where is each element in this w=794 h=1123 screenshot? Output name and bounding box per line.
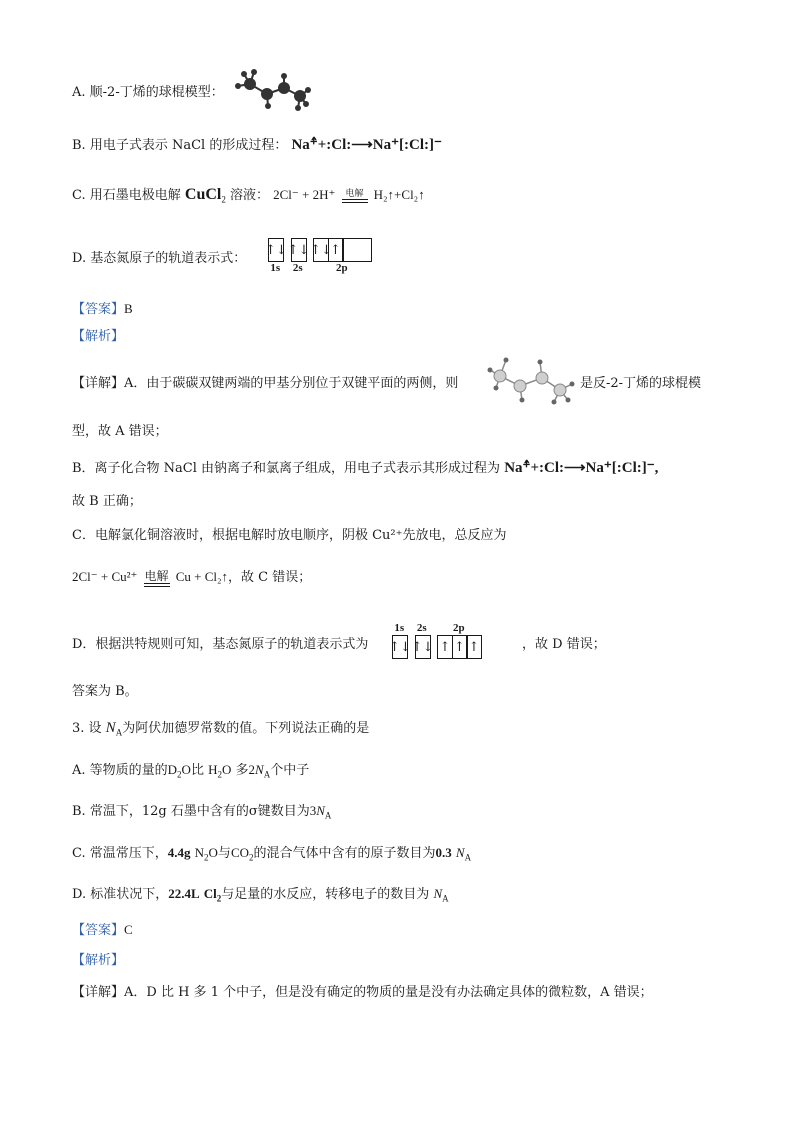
q3-option-c: C. 常温常压下，4.4g $N_2O$与$CO_2$的混合气体中含有的原子数目为0.3 $N_A$ (72, 845, 472, 863)
q2-option-b: B. 用电子式表示 NaCl 的形成过程： Na⁺̂+:Cl:⟶Na⁺[:Cl:]⁻ (72, 137, 442, 153)
q3-option-b: B. 常温下，12g 石墨中含有的σ键数目为$3N_A$ (72, 803, 332, 821)
q2-detail-c: C．电解氯化铜溶液时，根据电解时放电顺序，阴极 Cu²⁺先放电，总反应为 (72, 528, 507, 543)
trans-2-butene-model-image (486, 354, 576, 406)
q2-detail-b: B．离子化合物 NaCl 由钠离子和氯离子组成，用电子式表示其形成过程为 Na⁺̂+:Cl:⟶Na⁺[:Cl:]⁻, (72, 460, 659, 476)
q2-answer: 【答案】B (72, 301, 133, 317)
orbital-diagram-correct: ↑↓ 1s ↑↓ 2s ↑ ↑ ↑ 2p (392, 622, 489, 659)
q2-detail-d: D．根据洪特规则可知，基态氮原子的轨道表示式为 (72, 637, 369, 652)
q2-detail-d-tail: ，故 D 错误； (522, 637, 606, 652)
q2-option-a: A. 顺-2-丁烯的球棍模型： (72, 85, 224, 100)
q2-option-d: D. 基态氮原子的轨道表示式： (72, 251, 247, 266)
orbital-diagram-wrong: ↑↓ 1s ↑↓ 2s ↑↓ ↑ 2p (268, 238, 379, 275)
q2-detail-c-equation: 2Cl⁻ + Cu²⁺ 电解 Cu + Cl₂↑，故 C 错误； (72, 568, 312, 585)
q2-option-c: C. 用石墨电极电解 CuCl$_2$ 溶液： 2Cl⁻ + 2H⁺ 电解 H₂↑+Cl₂↑ (72, 186, 425, 205)
q3-analysis-label: 【解析】 (72, 953, 125, 968)
q3-option-a: A. 等物质的量的$D_2O$比 $H_2O$ 多$2N_A$个中子 (72, 762, 310, 780)
q2-detail-a-tail: 是反-2-丁烯的球棍模 (580, 376, 702, 391)
cis-2-butene-model-image (232, 68, 312, 112)
electrolysis-condition: 电解 (342, 189, 368, 203)
q2-detail-b-cont: 故 B 正确； (72, 494, 142, 509)
q2-conclusion: 答案为 B。 (72, 684, 138, 699)
q3-detail: 【详解】A．D 比 H 多 1 个中子，但是没有确定的物质的量是没有办法确定具体的微粒数，A 错误； (72, 985, 653, 1000)
q2-detail-a: 【详解】A．由于碳碳双键两端的甲基分别位于双键平面的两侧，则 (72, 376, 459, 391)
q3-option-d: D. 标准状况下，22.4L $Cl_2$与足量的水反应，转移电子的数目为 $N_A$ (72, 886, 449, 904)
nacl-formation-electron-formula: Na⁺̂+:Cl:⟶Na⁺[:Cl:]⁻ (291, 137, 442, 153)
q2-detail-a-cont: 型，故 A 错误； (72, 424, 168, 439)
q3-stem: 3. 设 $N_A$为阿伏加德罗常数的值。下列说法正确的是 (72, 720, 370, 738)
q2-analysis-label: 【解析】 (72, 329, 125, 344)
q3-answer: 【答案】C (72, 922, 133, 938)
